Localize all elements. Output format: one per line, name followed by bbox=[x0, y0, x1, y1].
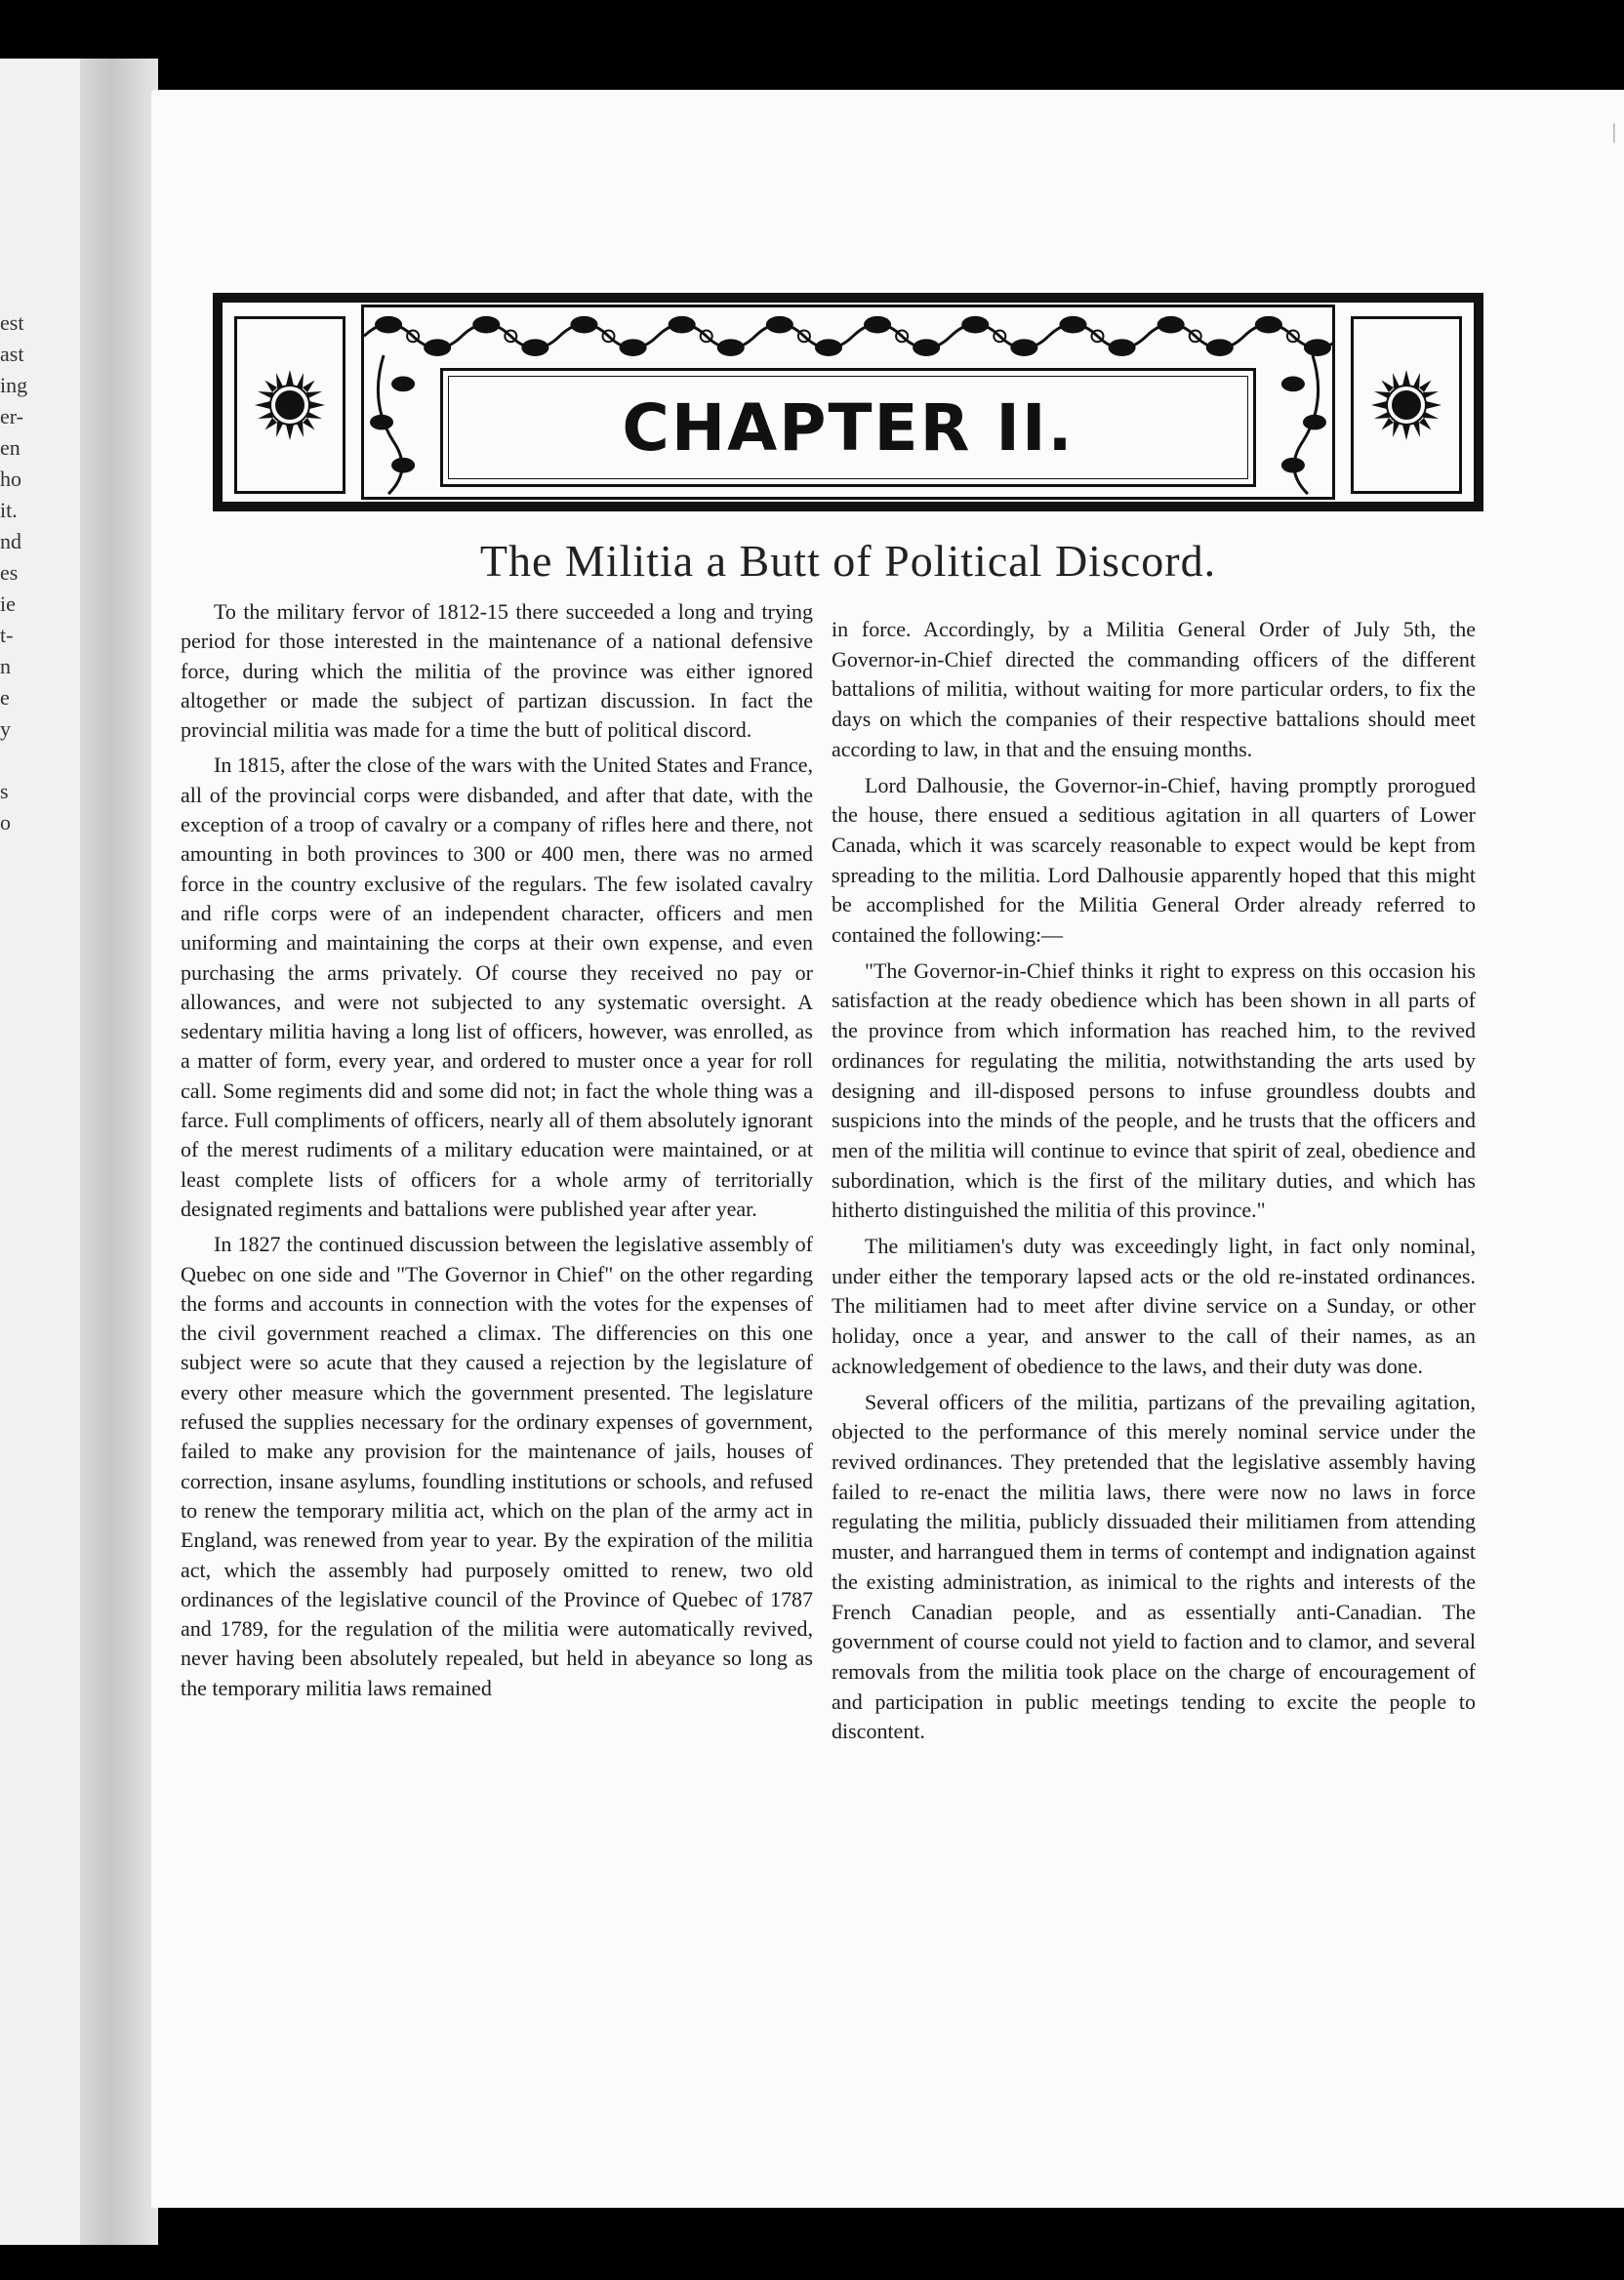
facing-page-fragment: ie bbox=[0, 591, 16, 616]
facing-page-fragment: est bbox=[0, 310, 24, 335]
chapter-title-frame bbox=[440, 368, 1256, 487]
facing-page-fragment: nd bbox=[0, 529, 21, 553]
paragraph: Lord Dalhousie, the Governor-in-Chief, having promptly prorogued the house, there ensued a seditious agitation in all quarters of Lower Canada, which it was scarcely reasonable to expect would be kept from spreading to the militia. Lord Dalhousie apparently hoped that this might be accomplished for the Militia General Order already referred to contained the following:— bbox=[832, 772, 1476, 948]
facing-page-fragment: t- bbox=[0, 623, 14, 647]
vine-border bbox=[361, 305, 1335, 500]
chapter-banner bbox=[213, 293, 1483, 511]
facing-page-fragment: e bbox=[0, 685, 10, 710]
quoted-order: "The Governor-in-Chief thinks it right to express on this occasion his satisfaction at the ready obedience which has been shown in all parts of the province from which information has reached him, to the revived ordinances for regulating the militia, notwithstanding the arts used by designing and ill-disposed persons to infuse groundless doubts and suspicions into the minds of the people, and he trusts that the officers and men of the militia will continue to evince that spirit of zeal, obedience and subordination, which is the first of the military duties, and which has hitherto distinguished the militia of this province." bbox=[832, 957, 1476, 1223]
right-column bbox=[832, 615, 1476, 1753]
facing-page-fragment: ast bbox=[0, 342, 24, 366]
facing-page-fragment: es bbox=[0, 560, 19, 585]
chapter-subtitle: The Militia a Butt of Political Discord. bbox=[479, 536, 1217, 586]
facing-page-fragment: n bbox=[0, 654, 11, 678]
paragraph: To the military fervor of 1812-15 there succeeded a long and trying period for those interested in the maintenance of a national defensive force, during which the militia of the province was either ignored altogether or made the subject of partizan discussion. In fact the provincial militia was made for a time the butt of political discord. bbox=[181, 599, 813, 743]
paragraph: The militiamen's duty was exceedingly light, in fact only nominal, under either the temporary lapsed acts or the old re-instated ordinances. The militiamen had to meet after divine service on a Sunday, or other holiday, once a year, and answer to the call of their names, as an acknowledgement of obedience to the laws, and their duty was done. bbox=[832, 1234, 1476, 1378]
facing-page-fragment: it. bbox=[0, 498, 18, 522]
facing-page-fragment: y bbox=[0, 716, 11, 741]
facing-page-fragment: ing bbox=[0, 373, 28, 397]
paragraph: in force. Accordingly, by a Militia General Order of July 5th, the Governor-in-Chief directed the commanding officers of the different battalions of militia, without waiting for more particular orders, to fix the days on which the companies of their respective battalions should meet according to law, in that and the ensuing months. bbox=[832, 617, 1476, 761]
paragraph: Several officers of the militia, partizans of the prevailing agitation, objected to the performance of this merely nominal service under the revived ordinances. They pretended that the legislative assembly having failed to re-enact the militia laws, there were now no laws in force regulating the militia, publicly dissuaded their militiamen from attending muster, and harrangued them in terms of contempt and indignation against the existing administration, as inimical to the rights and interests of the French Canadian people, and as essentially anti-Canadian. The government of course could not yield to faction and to clamor, and several removals from the militia took place on the charge of encouragement of and participation in public meetings tending to excite the people to discontent. bbox=[832, 1389, 1476, 1744]
facing-page-fragment: er- bbox=[0, 404, 23, 428]
facing-page-fragment: o bbox=[0, 810, 11, 835]
facing-page-fragment: ho bbox=[0, 467, 21, 491]
paragraph: In 1815, after the close of the wars with the United States and France, all of the provincial corps were disbanded, and after that date, with the exception of a troop of cavalry or a company of rifles here and there, not amounting in both provinces to 300 or 400 men, there was no armed force in the country exclusive of the regulars. The few isolated cavalry and rifle corps were of an independent character, officers and men uniforming and maintaining the corps at their own expense, and even purchasing the arms privately. Of course they received no pay or allowances, and were not subjected to any systematic oversight. A sedentary militia having a long list of officers, however, was enrolled, as a matter of form, every year, and ordered to muster once a year for roll call. Some regiments did and some did not; in fact the whole thing was a farce. Full compliments of officers, nearly all of them absolutely ignorant of the merest rudiments of a military education were maintained, or at least complete lists of officers for a whole army of territorially designated regiments and battalions were published year after year. bbox=[181, 753, 813, 1221]
book-spine bbox=[80, 59, 158, 2245]
sunflower-icon bbox=[1351, 316, 1462, 494]
sunflower-icon bbox=[234, 316, 345, 494]
chapter-title: CHAPTER II. bbox=[622, 389, 1075, 466]
paragraph: In 1827 the continued discussion between the legislative assembly of Quebec on one side and "The Governor in Chief" on the other regarding the forms and accounts in connection with the votes for the expenses of the civil government reached a climax. The differencies on this one subject were so acute that they caused a rejection by the legislature of every other measure which the government presented. The legislature refused the supplies necessary for the ordinary expenses of government, failed to make any provision for the maintenance of jails, houses of correction, insane asylums, foundling institutions or schools, and refused to renew the temporary militia act, which on the plan of the army act in England, was renewed from year to year. By the expiration of the militia act, which the assembly had purposely omitted to renew, two old ordinances of the legislative council of the Province of Quebec of 1787 and 1789, for the regulation of the militia were automatically revived, never having been absolutely repealed, but held in abeyance so long as the temporary militia laws remained bbox=[181, 1232, 813, 1700]
facing-page-fragment: en bbox=[0, 435, 20, 460]
facing-page-fragment: s bbox=[0, 779, 9, 803]
page-corner-mark: | bbox=[1611, 119, 1616, 143]
banner-inner bbox=[223, 303, 1474, 502]
left-column bbox=[181, 597, 813, 1709]
